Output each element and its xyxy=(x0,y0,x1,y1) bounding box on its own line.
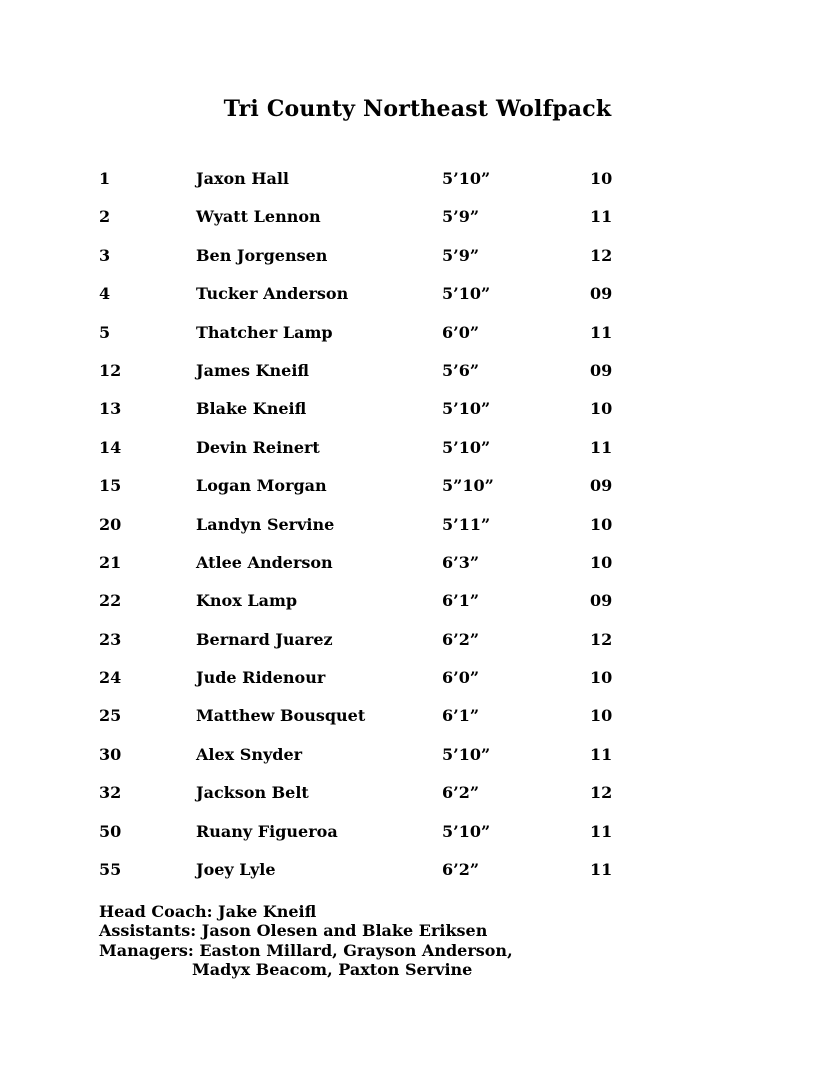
player-number: 21 xyxy=(99,552,122,572)
player-height: 6’0” xyxy=(442,668,480,688)
player-grade: 12 xyxy=(590,783,613,803)
roster-table xyxy=(0,160,835,889)
player-height: 5’9” xyxy=(442,207,480,227)
player-name: Atlee Anderson xyxy=(196,552,333,572)
player-height: 5’10” xyxy=(442,399,491,419)
player-name: Landyn Servine xyxy=(196,514,335,534)
managers: Managers: Easton Millard, Grayson Anderson, xyxy=(99,940,513,960)
player-height: 5’10” xyxy=(442,437,491,457)
player-name: Devin Reinert xyxy=(196,437,320,457)
player-number: 24 xyxy=(99,668,122,688)
player-height: 6’1” xyxy=(442,706,480,726)
roster-row xyxy=(0,697,835,735)
player-name: Matthew Bousquet xyxy=(196,706,366,726)
player-grade: 12 xyxy=(590,629,613,649)
player-number: 32 xyxy=(99,783,122,803)
page-title: Tri County Northeast Wolfpack xyxy=(223,96,612,122)
player-grade: 10 xyxy=(590,706,613,726)
roster-row xyxy=(0,314,835,352)
player-height: 6’1” xyxy=(442,591,480,611)
player-number: 3 xyxy=(99,245,111,265)
player-height: 6’0” xyxy=(442,322,480,342)
player-grade: 12 xyxy=(590,245,613,265)
roster-row xyxy=(0,198,835,236)
player-name: Thatcher Lamp xyxy=(196,322,333,342)
player-number: 14 xyxy=(99,437,122,457)
player-grade: 11 xyxy=(590,437,613,457)
roster-row xyxy=(0,582,835,620)
roster-row xyxy=(0,390,835,428)
player-height: 5”10” xyxy=(442,476,494,496)
player-height: 6’2” xyxy=(442,860,480,880)
assistant-coaches: Assistants: Jason Olesen and Blake Eriksen xyxy=(99,921,488,941)
player-name: Joey Lyle xyxy=(196,860,276,880)
roster-row xyxy=(0,813,835,851)
player-height: 5’11” xyxy=(442,514,491,534)
player-name: Ruany Figueroa xyxy=(196,821,338,841)
player-number: 23 xyxy=(99,629,122,649)
player-height: 6’3” xyxy=(442,552,480,572)
player-name: Ben Jorgensen xyxy=(196,245,328,265)
roster-row xyxy=(0,851,835,889)
player-name: Wyatt Lennon xyxy=(196,207,321,227)
player-grade: 11 xyxy=(590,821,613,841)
player-name: Blake Kneifl xyxy=(196,399,307,419)
player-name: Bernard Juarez xyxy=(196,629,333,649)
player-number: 1 xyxy=(99,169,111,188)
player-grade: 09 xyxy=(590,591,613,611)
player-name: Jude Ridenour xyxy=(196,668,326,688)
player-height: 5’6” xyxy=(442,360,480,380)
player-number: 12 xyxy=(99,360,122,380)
player-name: Tucker Anderson xyxy=(196,284,349,304)
roster-row xyxy=(0,774,835,812)
player-number: 25 xyxy=(99,706,122,726)
roster-row xyxy=(0,621,835,659)
player-height: 6’2” xyxy=(442,783,480,803)
player-grade: 11 xyxy=(590,860,613,880)
player-number: 20 xyxy=(99,514,122,534)
head-coach: Head Coach: Jake Kneifl xyxy=(99,902,317,921)
player-name: Jaxon Hall xyxy=(196,169,289,188)
player-number: 15 xyxy=(99,476,122,496)
roster-row xyxy=(0,237,835,275)
player-height: 5’10” xyxy=(442,821,491,841)
player-name: Logan Morgan xyxy=(196,476,327,496)
player-grade: 10 xyxy=(590,399,613,419)
player-grade: 10 xyxy=(590,552,613,572)
player-grade: 09 xyxy=(590,284,613,304)
player-name: Alex Snyder xyxy=(196,744,303,764)
player-name: Knox Lamp xyxy=(196,591,298,611)
player-grade: 10 xyxy=(590,169,613,188)
player-height: 5’10” xyxy=(442,169,491,188)
player-number: 13 xyxy=(99,399,122,419)
player-height: 5’10” xyxy=(442,284,491,304)
roster-row xyxy=(0,506,835,544)
player-grade: 11 xyxy=(590,207,613,227)
roster-row xyxy=(0,544,835,582)
player-number: 50 xyxy=(99,821,122,841)
player-number: 4 xyxy=(99,284,111,304)
player-grade: 10 xyxy=(590,514,613,534)
player-grade: 10 xyxy=(590,668,613,688)
roster-row xyxy=(0,352,835,390)
roster-row xyxy=(0,659,835,697)
player-name: Jackson Belt xyxy=(196,783,309,803)
player-number: 22 xyxy=(99,591,122,611)
player-grade: 11 xyxy=(590,744,613,764)
player-height: 6’2” xyxy=(442,629,480,649)
player-height: 5’9” xyxy=(442,245,480,265)
player-grade: 09 xyxy=(590,476,613,496)
player-number: 2 xyxy=(99,207,111,227)
managers-continued: Madyx Beacom, Paxton Servine xyxy=(192,959,473,979)
player-number: 30 xyxy=(99,744,122,764)
player-number: 55 xyxy=(99,860,122,880)
player-number: 5 xyxy=(99,322,111,342)
player-grade: 09 xyxy=(590,360,613,380)
staff-list xyxy=(99,902,513,979)
roster-row xyxy=(0,467,835,505)
roster-row xyxy=(0,160,835,198)
roster-row xyxy=(0,736,835,774)
player-height: 5’10” xyxy=(442,744,491,764)
roster-row xyxy=(0,275,835,313)
roster-row xyxy=(0,429,835,467)
player-name: James Kneifl xyxy=(196,360,310,380)
player-grade: 11 xyxy=(590,322,613,342)
